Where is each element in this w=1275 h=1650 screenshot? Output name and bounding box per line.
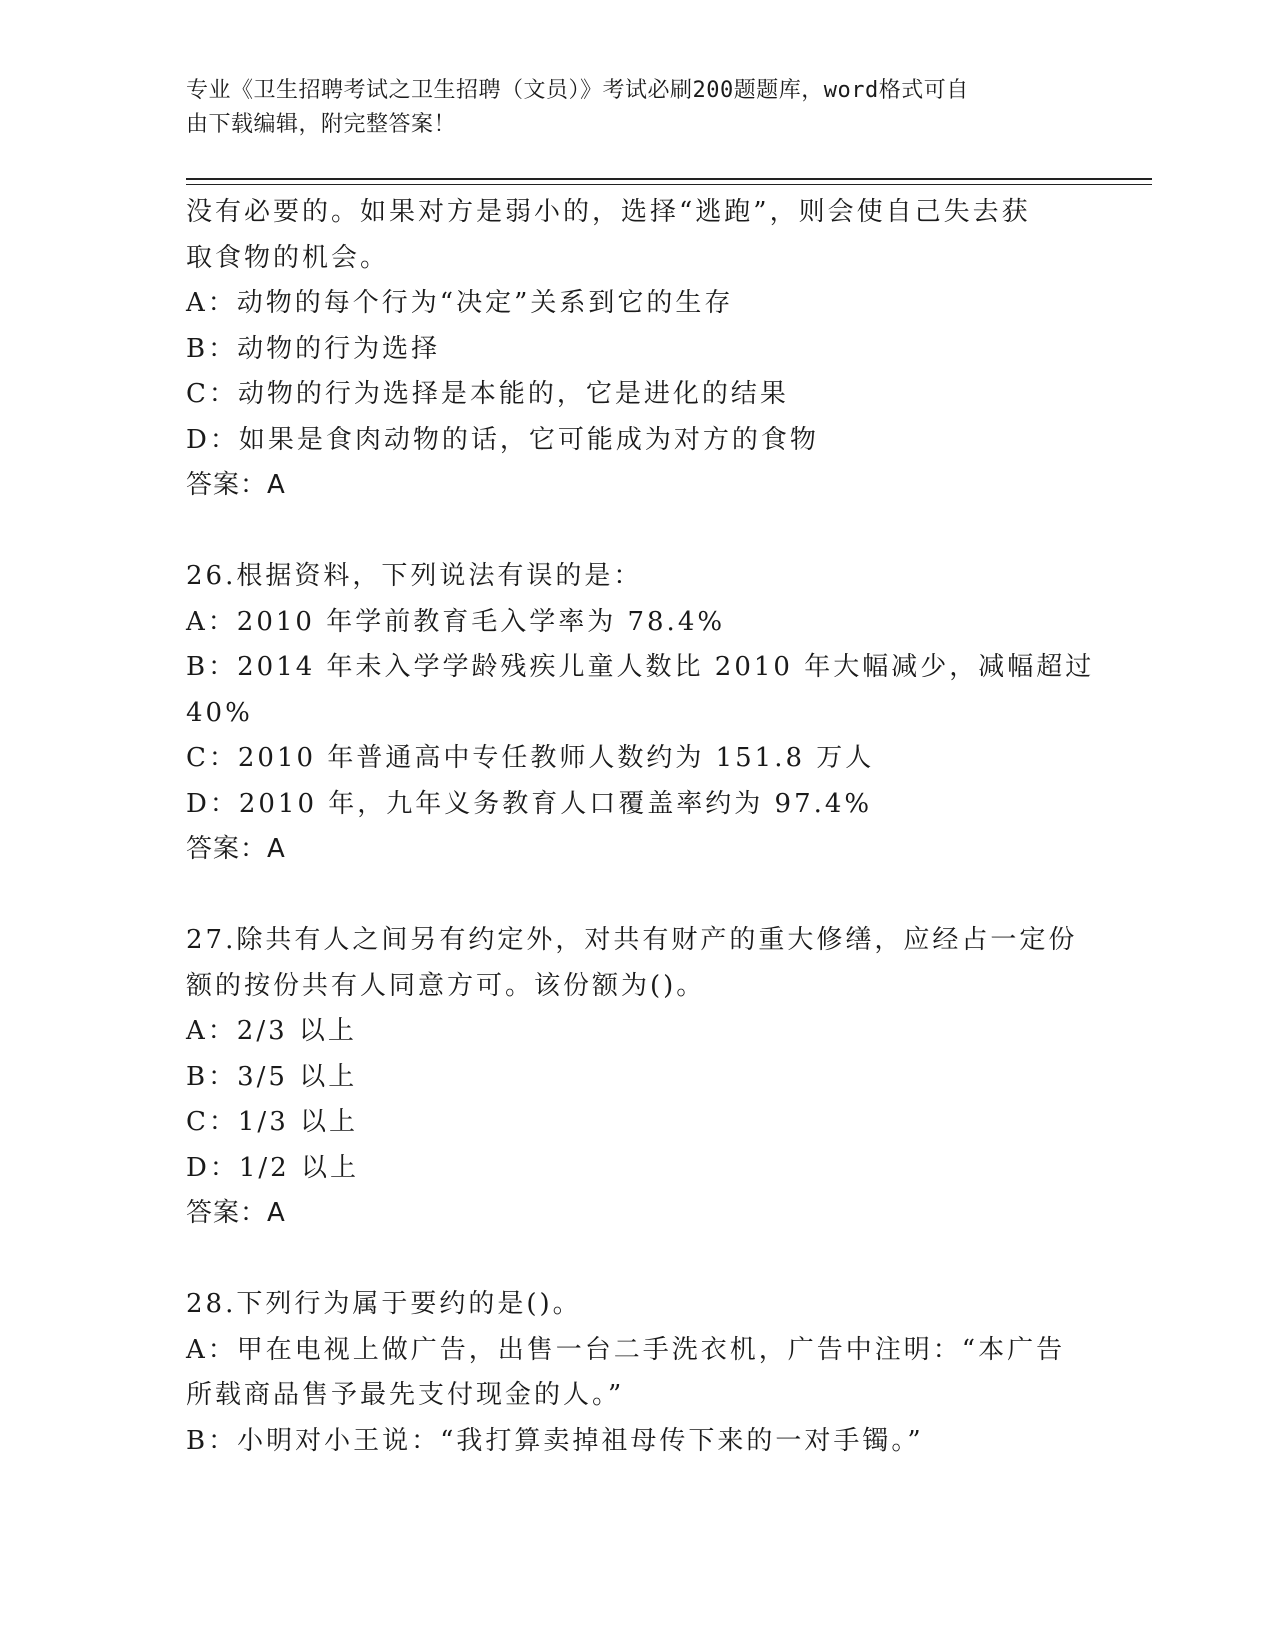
spacer — [186, 1237, 1086, 1283]
question-stem: 28.下列行为属于要约的是()。 — [186, 1289, 582, 1319]
question-stem-continued: 额的按份共有人同意方可。该份额为()。 — [186, 970, 706, 1001]
question-text-line: 没有必要的。如果对方是弱小的，选择“逃跑”，则会使自己失去获 — [186, 197, 1031, 227]
option-a: A：2/3 以上 — [186, 1016, 357, 1046]
question-28 — [186, 1282, 1086, 1464]
document-header — [186, 74, 1066, 142]
header-divider-thin — [186, 184, 1152, 185]
header-divider-thick — [186, 178, 1152, 180]
question-stem: 26.根据资料，下列说法有误的是： — [186, 561, 643, 591]
answer-line: 答案：A — [186, 1198, 286, 1228]
option-a: A：甲在电视上做广告，出售一台二手洗衣机，广告中注明：“本广告 — [186, 1334, 1066, 1365]
question-25-continuation — [186, 190, 1086, 509]
question-stem: 27.除共有人之间另有约定外，对共有财产的重大修缮，应经占一定份 — [186, 925, 1078, 955]
question-text-line: 取食物的机会。 — [186, 242, 390, 273]
document-body — [186, 190, 1095, 1464]
option-b: B：动物的行为选择 — [186, 333, 441, 364]
answer-line: 答案：A — [186, 470, 286, 500]
header-line-1: 专业《卫生招聘考试之卫生招聘（文员）》考试必刷200题题库，word格式可自 — [186, 78, 969, 103]
option-c: C：2010 年普通高中专任教师人数约为 151.8 万人 — [186, 743, 875, 773]
answer-line: 答案：A — [186, 834, 286, 864]
option-c: C：1/3 以上 — [186, 1107, 359, 1137]
question-26 — [186, 554, 1095, 873]
option-d: D：2010 年，九年义务教育人口覆盖率约为 97.4% — [186, 788, 873, 819]
header-line-2: 由下载编辑，附完整答案！ — [186, 112, 457, 137]
option-a: A：动物的每个行为“决定”关系到它的生存 — [186, 288, 734, 318]
option-a-continued: 所载商品售予最先支付现金的人。” — [186, 1380, 625, 1410]
option-d: D：如果是食肉动物的话，它可能成为对方的食物 — [186, 424, 819, 455]
option-a: A：2010 年学前教育毛入学率为 78.4% — [186, 606, 726, 637]
option-b: B：3/5 以上 — [186, 1061, 358, 1092]
spacer — [186, 873, 1086, 919]
option-b-continued: 40% — [186, 697, 253, 728]
option-b: B：2014 年未入学学龄残疾儿童人数比 2010 年大幅减少，减幅超过 — [186, 652, 1095, 682]
option-b: B：小明对小王说：“我打算卖掉祖母传下来的一对手镯。” — [186, 1425, 924, 1456]
question-27 — [186, 918, 1086, 1237]
option-d: D：1/2 以上 — [186, 1152, 359, 1183]
spacer — [186, 509, 1086, 555]
option-c: C：动物的行为选择是本能的，它是进化的结果 — [186, 379, 789, 409]
